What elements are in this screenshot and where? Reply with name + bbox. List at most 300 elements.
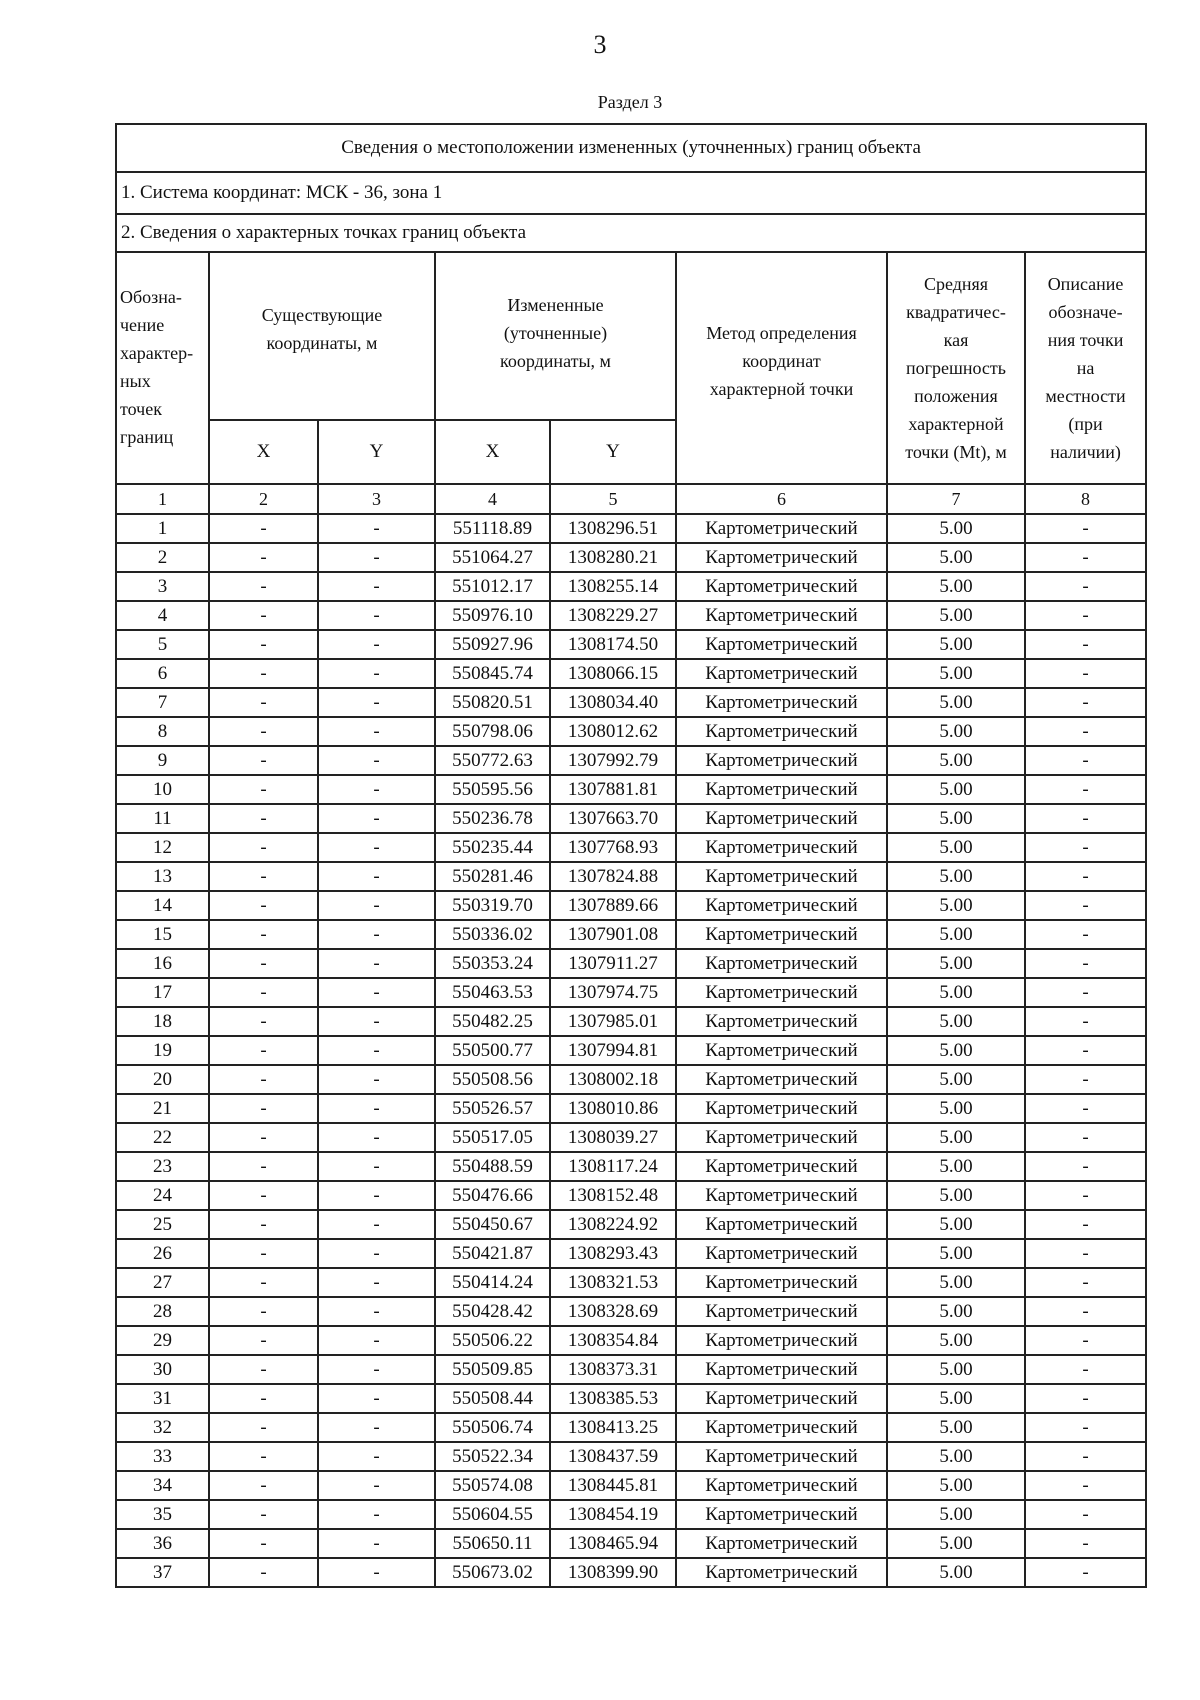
column-number: 6 — [676, 484, 887, 514]
mean-square-error-cell: 5.00 — [887, 862, 1025, 891]
existing-x-cell: - — [209, 1181, 318, 1210]
description-cell: - — [1025, 1181, 1146, 1210]
table-row — [116, 1529, 1146, 1558]
changed-x-cell: 550281.46 — [435, 862, 550, 891]
existing-y-cell: - — [318, 891, 435, 920]
point-number-cell: 23 — [116, 1152, 209, 1181]
mean-square-error-cell: 5.00 — [887, 1152, 1025, 1181]
table-row — [116, 1413, 1146, 1442]
existing-y-cell: - — [318, 1065, 435, 1094]
changed-y-cell: 1308117.24 — [550, 1152, 676, 1181]
description-cell: - — [1025, 949, 1146, 978]
description-cell: - — [1025, 1152, 1146, 1181]
mean-square-error-cell: 5.00 — [887, 514, 1025, 543]
mean-square-error-cell: 5.00 — [887, 1500, 1025, 1529]
changed-x-cell: 550476.66 — [435, 1181, 550, 1210]
description-cell: - — [1025, 1210, 1146, 1239]
existing-y-cell: - — [318, 920, 435, 949]
mean-square-error-cell: 5.00 — [887, 833, 1025, 862]
existing-x-cell: - — [209, 659, 318, 688]
method-cell: Картометрический — [676, 601, 887, 630]
method-cell: Картометрический — [676, 1297, 887, 1326]
mean-square-error-cell: 5.00 — [887, 949, 1025, 978]
existing-x-cell: - — [209, 1036, 318, 1065]
changed-y-cell: 1307663.70 — [550, 804, 676, 833]
changed-y-cell: 1307768.93 — [550, 833, 676, 862]
existing-x-cell: - — [209, 543, 318, 572]
existing-x-cell: - — [209, 1413, 318, 1442]
existing-x-cell: - — [209, 1471, 318, 1500]
table-row — [116, 1239, 1146, 1268]
existing-y-cell: - — [318, 949, 435, 978]
changed-x-cell: 551012.17 — [435, 572, 550, 601]
existing-x-cell: - — [209, 804, 318, 833]
description-cell: - — [1025, 1384, 1146, 1413]
column-number: 2 — [209, 484, 318, 514]
table-row — [116, 920, 1146, 949]
description-cell: - — [1025, 1471, 1146, 1500]
point-number-cell: 24 — [116, 1181, 209, 1210]
method-cell: Картометрический — [676, 775, 887, 804]
existing-y-cell: - — [318, 1529, 435, 1558]
point-number-cell: 27 — [116, 1268, 209, 1297]
existing-x-cell: - — [209, 1442, 318, 1471]
mean-square-error-cell: 5.00 — [887, 659, 1025, 688]
mean-square-error-cell: 5.00 — [887, 804, 1025, 833]
existing-x-cell: - — [209, 775, 318, 804]
method-cell: Картометрический — [676, 1413, 887, 1442]
existing-x-cell: - — [209, 601, 318, 630]
changed-x-cell: 550508.44 — [435, 1384, 550, 1413]
method-cell: Картометрический — [676, 833, 887, 862]
changed-y-cell: 1307901.08 — [550, 920, 676, 949]
description-cell: - — [1025, 601, 1146, 630]
changed-y-cell: 1307911.27 — [550, 949, 676, 978]
point-number-cell: 18 — [116, 1007, 209, 1036]
existing-y-cell: - — [318, 1094, 435, 1123]
page-number: 3 — [593, 30, 607, 59]
point-number-cell: 34 — [116, 1471, 209, 1500]
method-cell: Картометрический — [676, 1529, 887, 1558]
changed-y-cell: 1308328.69 — [550, 1297, 676, 1326]
existing-y-cell: - — [318, 659, 435, 688]
table-row — [116, 572, 1146, 601]
changed-x-cell: 550414.24 — [435, 1268, 550, 1297]
changed-y-cell: 1307985.01 — [550, 1007, 676, 1036]
table-row — [116, 1500, 1146, 1529]
existing-y-cell: - — [318, 1297, 435, 1326]
header-changed-x: X — [435, 420, 550, 484]
method-cell: Картометрический — [676, 572, 887, 601]
description-cell: - — [1025, 1355, 1146, 1384]
mean-square-error-cell: 5.00 — [887, 1558, 1025, 1587]
changed-y-cell: 1308010.86 — [550, 1094, 676, 1123]
changed-y-cell: 1308399.90 — [550, 1558, 676, 1587]
method-cell: Картометрический — [676, 630, 887, 659]
existing-y-cell: - — [318, 1239, 435, 1268]
coordinate-system: 1. Система координат: МСК - 36, зона 1 — [116, 172, 1146, 214]
existing-x-cell: - — [209, 1268, 318, 1297]
points-info-heading: 2. Сведения о характерных точках границ объекта — [116, 214, 1146, 252]
method-cell: Картометрический — [676, 717, 887, 746]
existing-y-cell: - — [318, 514, 435, 543]
changed-x-cell: 551118.89 — [435, 514, 550, 543]
point-number-cell: 25 — [116, 1210, 209, 1239]
table-row — [116, 1297, 1146, 1326]
boundary-points-table — [115, 123, 1147, 1588]
description-cell: - — [1025, 1094, 1146, 1123]
existing-y-cell: - — [318, 601, 435, 630]
changed-x-cell: 550574.08 — [435, 1471, 550, 1500]
changed-x-cell: 550798.06 — [435, 717, 550, 746]
changed-y-cell: 1308255.14 — [550, 572, 676, 601]
description-cell: - — [1025, 920, 1146, 949]
existing-x-cell: - — [209, 920, 318, 949]
changed-x-cell: 550506.22 — [435, 1326, 550, 1355]
table-title: Сведения о местоположении измененных (уточненных) границ объекта — [116, 124, 1146, 172]
existing-x-cell: - — [209, 1123, 318, 1152]
column-number: 8 — [1025, 484, 1146, 514]
table-row — [116, 1471, 1146, 1500]
changed-x-cell: 550976.10 — [435, 601, 550, 630]
method-cell: Картометрический — [676, 1384, 887, 1413]
table-row — [116, 514, 1146, 543]
header-point-designation: Обозна- чение характер- ных точек границ — [116, 252, 209, 484]
mean-square-error-cell: 5.00 — [887, 920, 1025, 949]
existing-x-cell: - — [209, 1297, 318, 1326]
mean-square-error-cell: 5.00 — [887, 1529, 1025, 1558]
existing-x-cell: - — [209, 1094, 318, 1123]
changed-y-cell: 1308002.18 — [550, 1065, 676, 1094]
mean-square-error-cell: 5.00 — [887, 630, 1025, 659]
changed-y-cell: 1308229.27 — [550, 601, 676, 630]
table-row — [116, 1355, 1146, 1384]
point-number-cell: 7 — [116, 688, 209, 717]
table-row — [116, 833, 1146, 862]
existing-y-cell: - — [318, 1152, 435, 1181]
changed-x-cell: 550236.78 — [435, 804, 550, 833]
table-row — [116, 1268, 1146, 1297]
mean-square-error-cell: 5.00 — [887, 1065, 1025, 1094]
description-cell: - — [1025, 1239, 1146, 1268]
point-number-cell: 3 — [116, 572, 209, 601]
description-cell: - — [1025, 717, 1146, 746]
mean-square-error-cell: 5.00 — [887, 1181, 1025, 1210]
changed-x-cell: 550604.55 — [435, 1500, 550, 1529]
mean-square-error-cell: 5.00 — [887, 1413, 1025, 1442]
table-row — [116, 1326, 1146, 1355]
column-number: 4 — [435, 484, 550, 514]
existing-y-cell: - — [318, 746, 435, 775]
mean-square-error-cell: 5.00 — [887, 1326, 1025, 1355]
description-cell: - — [1025, 1123, 1146, 1152]
point-number-cell: 9 — [116, 746, 209, 775]
table-row — [116, 1152, 1146, 1181]
mean-square-error-cell: 5.00 — [887, 1268, 1025, 1297]
table-row — [116, 1384, 1146, 1413]
description-cell: - — [1025, 1413, 1146, 1442]
changed-x-cell: 550820.51 — [435, 688, 550, 717]
method-cell: Картометрический — [676, 688, 887, 717]
method-cell: Картометрический — [676, 1326, 887, 1355]
table-row — [116, 1036, 1146, 1065]
method-cell: Картометрический — [676, 1355, 887, 1384]
existing-x-cell: - — [209, 1326, 318, 1355]
point-number-cell: 1 — [116, 514, 209, 543]
mean-square-error-cell: 5.00 — [887, 688, 1025, 717]
changed-x-cell: 550421.87 — [435, 1239, 550, 1268]
table-row — [116, 949, 1146, 978]
changed-y-cell: 1308280.21 — [550, 543, 676, 572]
existing-x-cell: - — [209, 1529, 318, 1558]
existing-y-cell: - — [318, 572, 435, 601]
method-cell: Картометрический — [676, 1007, 887, 1036]
point-number-cell: 14 — [116, 891, 209, 920]
table-row — [116, 1181, 1146, 1210]
existing-y-cell: - — [318, 862, 435, 891]
changed-y-cell: 1308354.84 — [550, 1326, 676, 1355]
changed-y-cell: 1308437.59 — [550, 1442, 676, 1471]
column-number: 1 — [116, 484, 209, 514]
changed-x-cell: 550482.25 — [435, 1007, 550, 1036]
point-number-cell: 6 — [116, 659, 209, 688]
changed-x-cell: 550526.57 — [435, 1094, 550, 1123]
mean-square-error-cell: 5.00 — [887, 746, 1025, 775]
existing-y-cell: - — [318, 1442, 435, 1471]
table-row — [116, 630, 1146, 659]
column-number: 3 — [318, 484, 435, 514]
changed-y-cell: 1308321.53 — [550, 1268, 676, 1297]
point-number-cell: 19 — [116, 1036, 209, 1065]
method-cell: Картометрический — [676, 1036, 887, 1065]
existing-x-cell: - — [209, 630, 318, 659]
description-cell: - — [1025, 688, 1146, 717]
method-cell: Картометрический — [676, 514, 887, 543]
method-cell: Картометрический — [676, 1065, 887, 1094]
point-number-cell: 4 — [116, 601, 209, 630]
mean-square-error-cell: 5.00 — [887, 1355, 1025, 1384]
mean-square-error-cell: 5.00 — [887, 1094, 1025, 1123]
changed-x-cell: 550595.56 — [435, 775, 550, 804]
existing-x-cell: - — [209, 978, 318, 1007]
existing-x-cell: - — [209, 833, 318, 862]
table-row — [116, 1442, 1146, 1471]
method-cell: Картометрический — [676, 543, 887, 572]
method-cell: Картометрический — [676, 920, 887, 949]
changed-x-cell: 550772.63 — [435, 746, 550, 775]
header-mean-square-error: Средняя квадратичес- кая погрешность положения характерной точки (Mt), м — [887, 252, 1025, 484]
table-row — [116, 688, 1146, 717]
description-cell: - — [1025, 978, 1146, 1007]
table-row — [116, 1210, 1146, 1239]
description-cell: - — [1025, 1529, 1146, 1558]
point-number-cell: 30 — [116, 1355, 209, 1384]
point-number-cell: 11 — [116, 804, 209, 833]
table-row — [116, 1065, 1146, 1094]
header-changed-y: Y — [550, 420, 676, 484]
changed-y-cell: 1308066.15 — [550, 659, 676, 688]
point-number-cell: 16 — [116, 949, 209, 978]
description-cell: - — [1025, 833, 1146, 862]
description-cell: - — [1025, 1036, 1146, 1065]
existing-x-cell: - — [209, 1210, 318, 1239]
description-cell: - — [1025, 746, 1146, 775]
changed-x-cell: 550488.59 — [435, 1152, 550, 1181]
existing-x-cell: - — [209, 514, 318, 543]
mean-square-error-cell: 5.00 — [887, 572, 1025, 601]
column-number: 7 — [887, 484, 1025, 514]
changed-y-cell: 1307824.88 — [550, 862, 676, 891]
table-row — [116, 1007, 1146, 1036]
changed-x-cell: 550450.67 — [435, 1210, 550, 1239]
column-number: 5 — [550, 484, 676, 514]
point-number-cell: 32 — [116, 1413, 209, 1442]
changed-y-cell: 1308034.40 — [550, 688, 676, 717]
changed-y-cell: 1308413.25 — [550, 1413, 676, 1442]
method-cell: Картометрический — [676, 1471, 887, 1500]
description-cell: - — [1025, 1500, 1146, 1529]
mean-square-error-cell: 5.00 — [887, 1384, 1025, 1413]
description-cell: - — [1025, 1297, 1146, 1326]
changed-y-cell: 1308454.19 — [550, 1500, 676, 1529]
changed-y-cell: 1307992.79 — [550, 746, 676, 775]
changed-y-cell: 1308012.62 — [550, 717, 676, 746]
description-cell: - — [1025, 1558, 1146, 1587]
mean-square-error-cell: 5.00 — [887, 717, 1025, 746]
mean-square-error-cell: 5.00 — [887, 891, 1025, 920]
table-row — [116, 1558, 1146, 1587]
existing-y-cell: - — [318, 1326, 435, 1355]
existing-x-cell: - — [209, 1355, 318, 1384]
changed-x-cell: 550650.11 — [435, 1529, 550, 1558]
changed-x-cell: 550522.34 — [435, 1442, 550, 1471]
point-number-cell: 8 — [116, 717, 209, 746]
existing-x-cell: - — [209, 1239, 318, 1268]
existing-y-cell: - — [318, 1413, 435, 1442]
mean-square-error-cell: 5.00 — [887, 1471, 1025, 1500]
point-number-cell: 15 — [116, 920, 209, 949]
existing-y-cell: - — [318, 1355, 435, 1384]
point-number-cell: 22 — [116, 1123, 209, 1152]
existing-y-cell: - — [318, 1210, 435, 1239]
existing-x-cell: - — [209, 1152, 318, 1181]
point-number-cell: 5 — [116, 630, 209, 659]
mean-square-error-cell: 5.00 — [887, 978, 1025, 1007]
existing-x-cell: - — [209, 717, 318, 746]
mean-square-error-cell: 5.00 — [887, 543, 1025, 572]
existing-y-cell: - — [318, 775, 435, 804]
method-cell: Картометрический — [676, 862, 887, 891]
method-cell: Картометрический — [676, 1239, 887, 1268]
existing-y-cell: - — [318, 1471, 435, 1500]
point-number-cell: 37 — [116, 1558, 209, 1587]
section-label: Раздел 3 — [597, 92, 663, 112]
existing-x-cell: - — [209, 572, 318, 601]
mean-square-error-cell: 5.00 — [887, 1210, 1025, 1239]
point-number-cell: 36 — [116, 1529, 209, 1558]
description-cell: - — [1025, 543, 1146, 572]
table-row — [116, 891, 1146, 920]
changed-y-cell: 1307889.66 — [550, 891, 676, 920]
mean-square-error-cell: 5.00 — [887, 1007, 1025, 1036]
changed-x-cell: 550319.70 — [435, 891, 550, 920]
existing-x-cell: - — [209, 688, 318, 717]
method-cell: Картометрический — [676, 1181, 887, 1210]
existing-y-cell: - — [318, 1181, 435, 1210]
existing-y-cell: - — [318, 630, 435, 659]
point-number-cell: 2 — [116, 543, 209, 572]
table-row — [116, 1123, 1146, 1152]
changed-y-cell: 1308174.50 — [550, 630, 676, 659]
method-cell: Картометрический — [676, 659, 887, 688]
point-number-cell: 35 — [116, 1500, 209, 1529]
point-number-cell: 12 — [116, 833, 209, 862]
point-number-cell: 13 — [116, 862, 209, 891]
mean-square-error-cell: 5.00 — [887, 1036, 1025, 1065]
mean-square-error-cell: 5.00 — [887, 1442, 1025, 1471]
description-cell: - — [1025, 1268, 1146, 1297]
point-number-cell: 31 — [116, 1384, 209, 1413]
existing-y-cell: - — [318, 1384, 435, 1413]
mean-square-error-cell: 5.00 — [887, 1123, 1025, 1152]
description-cell: - — [1025, 659, 1146, 688]
existing-x-cell: - — [209, 1500, 318, 1529]
description-cell: - — [1025, 1065, 1146, 1094]
table-row — [116, 717, 1146, 746]
changed-x-cell: 550506.74 — [435, 1413, 550, 1442]
changed-x-cell: 550517.05 — [435, 1123, 550, 1152]
header-existing-coordinates: Существующие координаты, м — [209, 252, 435, 420]
header-method: Метод определения координат характерной точки — [676, 252, 887, 484]
point-number-cell: 28 — [116, 1297, 209, 1326]
header-existing-y: Y — [318, 420, 435, 484]
header-description: Описание обозначе- ния точки на местности (при наличии) — [1025, 252, 1146, 484]
description-cell: - — [1025, 1442, 1146, 1471]
method-cell: Картометрический — [676, 1210, 887, 1239]
existing-x-cell: - — [209, 1384, 318, 1413]
method-cell: Картометрический — [676, 949, 887, 978]
changed-x-cell: 550508.56 — [435, 1065, 550, 1094]
description-cell: - — [1025, 1007, 1146, 1036]
table-row — [116, 543, 1146, 572]
existing-y-cell: - — [318, 804, 435, 833]
existing-y-cell: - — [318, 688, 435, 717]
table-row — [116, 1094, 1146, 1123]
point-number-cell: 10 — [116, 775, 209, 804]
header-changed-coordinates: Измененные (уточненные) координаты, м — [435, 252, 676, 420]
point-number-cell: 33 — [116, 1442, 209, 1471]
changed-x-cell: 550845.74 — [435, 659, 550, 688]
existing-x-cell: - — [209, 746, 318, 775]
method-cell: Картометрический — [676, 804, 887, 833]
existing-x-cell: - — [209, 1065, 318, 1094]
changed-x-cell: 550336.02 — [435, 920, 550, 949]
changed-x-cell: 550235.44 — [435, 833, 550, 862]
mean-square-error-cell: 5.00 — [887, 601, 1025, 630]
method-cell: Картометрический — [676, 1123, 887, 1152]
table-row — [116, 804, 1146, 833]
method-cell: Картометрический — [676, 1094, 887, 1123]
existing-y-cell: - — [318, 1268, 435, 1297]
table-row — [116, 746, 1146, 775]
changed-y-cell: 1308152.48 — [550, 1181, 676, 1210]
table-row — [116, 775, 1146, 804]
existing-y-cell: - — [318, 1036, 435, 1065]
table-row — [116, 601, 1146, 630]
changed-y-cell: 1308224.92 — [550, 1210, 676, 1239]
description-cell: - — [1025, 572, 1146, 601]
changed-y-cell: 1308385.53 — [550, 1384, 676, 1413]
